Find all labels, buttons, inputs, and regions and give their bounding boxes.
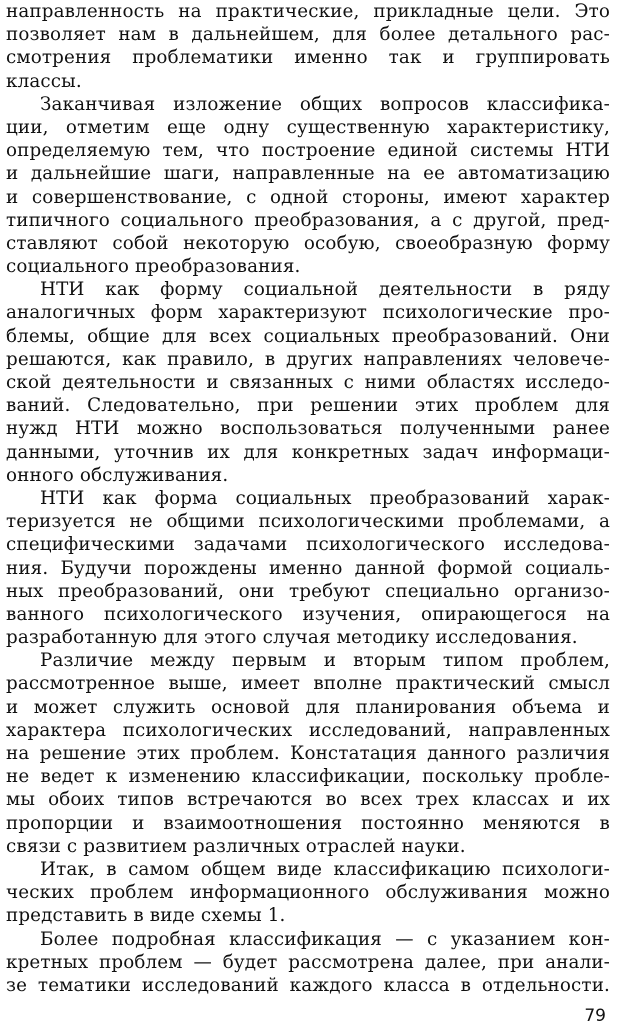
- text-line: направленность на практические, прикладные цели. Это: [6, 1, 610, 22]
- text-line: и совершенствование, с одной стороны, имеют характер: [6, 186, 610, 208]
- text-line: Заканчивая изложение общих вопросов классифика-: [40, 93, 610, 115]
- text-line: характера психологических исследований, направленных: [6, 719, 610, 741]
- text-line: НТИ как форма социальных преобразований харак-: [40, 487, 610, 509]
- text-line: связи с развитием различных отраслей науки.: [6, 835, 466, 857]
- paragraph: [6, 93, 610, 279]
- text-line: ния. Будучи порождены именно данной формой социаль-: [6, 557, 610, 579]
- text-line: рассмотренное выше, имеет вполне практический смысл: [6, 673, 610, 695]
- text-line: не ведет к изменению классификации, поскольку пробле-: [6, 766, 610, 788]
- text-line: ции, отметим еще одну существенную характеристику,: [6, 116, 610, 138]
- paragraph: [6, 487, 610, 649]
- text-line: и дальнейшие шаги, направленные на ее автоматизацию: [6, 163, 610, 185]
- text-line: кретных проблем — будет рассмотрена далее, при анали-: [6, 951, 610, 973]
- text-line: классы.: [6, 70, 82, 92]
- text-line: социального преобразования.: [6, 256, 301, 278]
- text-line: ской деятельности и связанных с ними областях исследо-: [6, 372, 610, 393]
- text-line: ческих проблем информационного обслуживания можно: [6, 882, 610, 904]
- text-line: аналогичных форм характеризуют психологические про-: [6, 302, 610, 324]
- page-number: 79: [584, 1006, 606, 1026]
- text-line: зе тематики исследований каждого класса в отдельности.: [6, 974, 610, 996]
- text-line: Различие между первым и вторым типом проблем,: [40, 650, 610, 672]
- text-line: специфическими задачами психологического исследова-: [6, 534, 610, 556]
- text-line: определяемую тем, что построение единой системы НТИ: [6, 140, 610, 162]
- paragraph: [6, 858, 610, 928]
- paragraph: [6, 0, 610, 93]
- text-line: ставляют собой некоторую особую, своеобразную форму: [6, 232, 610, 254]
- text-line: представить в виде схемы 1.: [6, 905, 286, 927]
- text-line: Итак, в самом общем виде классификацию психологи-: [40, 858, 610, 880]
- text-line: и может служить основой для планирования объема и: [6, 696, 610, 718]
- text-line: Более подробная классификация — с указанием кон-: [40, 928, 610, 950]
- paragraph: [6, 649, 610, 858]
- text-line: данными, уточнив их для конкретных задач информаци-: [6, 441, 610, 463]
- text-line: типичного социального преобразования, а с другой, пред-: [6, 209, 610, 231]
- text-line: смотрения проблематики именно так и группировать: [6, 47, 610, 69]
- text-line: нужд НТИ можно воспользоваться полученными ранее: [6, 418, 610, 440]
- body-text: [6, 0, 610, 997]
- text-line: решаются, как правило, в других направлениях человече-: [6, 348, 610, 370]
- text-line: НТИ как форму социальной деятельности в ряду: [40, 279, 610, 301]
- text-line: блемы, общие для всех социальных преобразований. Они: [6, 325, 610, 347]
- text-line: ных преобразований, они требуют специально организо-: [6, 580, 610, 602]
- text-line: разработанную для этого случая методику исследования.: [6, 627, 578, 649]
- text-line: онного обслуживания.: [6, 464, 229, 486]
- text-line: мы обоих типов встречаются во всех трех классах и их: [6, 789, 610, 811]
- text-line: пропорции и взаимоотношения постоянно меняются в: [6, 812, 610, 834]
- text-line: позволяет нам в дальнейшем, для более детального рас-: [6, 24, 610, 46]
- text-line: на решение этих проблем. Констатация данного различия: [6, 743, 610, 764]
- paragraph: [6, 278, 610, 487]
- text-line: ваний. Следовательно, при решении этих проблем для: [6, 395, 610, 417]
- text-line: теризуется не общими психологическими проблемами, а: [6, 511, 610, 533]
- paragraph: [6, 928, 610, 998]
- text-line: ванного психологического изучения, опирающегося на: [6, 603, 610, 625]
